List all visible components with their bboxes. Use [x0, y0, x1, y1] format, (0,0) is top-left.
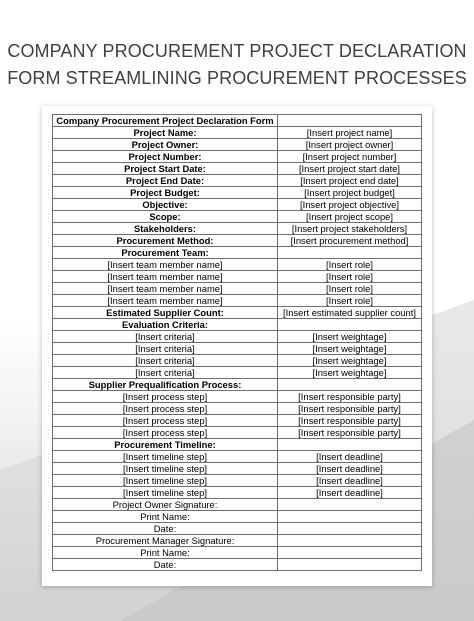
- form-header-empty-cell[interactable]: [278, 115, 422, 127]
- spreadsheet-sheet: [42, 106, 432, 586]
- form-value-cell[interactable]: [Insert role]: [278, 271, 422, 283]
- form-label-cell[interactable]: [Insert team member name]: [53, 283, 278, 295]
- form-label-cell[interactable]: Procurement Team:: [53, 247, 278, 259]
- form-label-cell[interactable]: [Insert criteria]: [53, 367, 278, 379]
- form-value-cell[interactable]: [Insert responsible party]: [278, 427, 422, 439]
- form-value-cell[interactable]: [Insert role]: [278, 259, 422, 271]
- form-label-cell[interactable]: Date:: [53, 559, 278, 571]
- form-value-cell[interactable]: [278, 247, 422, 259]
- form-value-cell[interactable]: [Insert responsible party]: [278, 403, 422, 415]
- form-row: [53, 463, 422, 475]
- form-value-cell[interactable]: [Insert responsible party]: [278, 391, 422, 403]
- form-row: [53, 379, 422, 391]
- form-value-cell[interactable]: [278, 523, 422, 535]
- form-label-cell[interactable]: Date:: [53, 523, 278, 535]
- page-title-line-1: COMPANY PROCUREMENT PROJECT DECLARATION: [7, 41, 467, 61]
- form-label-cell[interactable]: Project Owner:: [53, 139, 278, 151]
- form-value-cell[interactable]: [Insert procurement method]: [278, 235, 422, 247]
- form-label-cell[interactable]: [Insert criteria]: [53, 355, 278, 367]
- form-row: [53, 367, 422, 379]
- form-label-cell[interactable]: [Insert team member name]: [53, 271, 278, 283]
- form-value-cell[interactable]: [Insert project start date]: [278, 163, 422, 175]
- form-row: [53, 415, 422, 427]
- form-value-cell[interactable]: [Insert deadline]: [278, 451, 422, 463]
- form-header-cell[interactable]: Company Procurement Project Declaration Form: [53, 115, 278, 127]
- form-row: [53, 259, 422, 271]
- form-row: [53, 127, 422, 139]
- form-row: [53, 319, 422, 331]
- form-row: [53, 307, 422, 319]
- form-label-cell[interactable]: [Insert timeline step]: [53, 475, 278, 487]
- form-row: [53, 439, 422, 451]
- form-value-cell[interactable]: [Insert project name]: [278, 127, 422, 139]
- form-label-cell[interactable]: [Insert criteria]: [53, 331, 278, 343]
- form-row: [53, 499, 422, 511]
- form-value-cell[interactable]: [Insert responsible party]: [278, 415, 422, 427]
- form-label-cell[interactable]: [Insert team member name]: [53, 259, 278, 271]
- form-row: [53, 175, 422, 187]
- form-row: [53, 211, 422, 223]
- form-value-cell[interactable]: [Insert weightage]: [278, 331, 422, 343]
- form-label-cell[interactable]: Scope:: [53, 211, 278, 223]
- form-row: [53, 511, 422, 523]
- form-value-cell[interactable]: [278, 559, 422, 571]
- declaration-form-table: [52, 114, 422, 571]
- form-label-cell[interactable]: Stakeholders:: [53, 223, 278, 235]
- form-row: [53, 151, 422, 163]
- form-value-cell[interactable]: [Insert role]: [278, 295, 422, 307]
- form-value-cell[interactable]: [Insert project owner]: [278, 139, 422, 151]
- form-value-cell[interactable]: [Insert weightage]: [278, 343, 422, 355]
- form-row: [53, 271, 422, 283]
- form-row: [53, 235, 422, 247]
- form-row: [53, 475, 422, 487]
- form-label-cell[interactable]: Project Number:: [53, 151, 278, 163]
- form-row: [53, 139, 422, 151]
- form-value-cell[interactable]: [Insert project stakeholders]: [278, 223, 422, 235]
- form-label-cell[interactable]: [Insert process step]: [53, 403, 278, 415]
- form-value-cell[interactable]: [Insert project end date]: [278, 175, 422, 187]
- page-title: [0, 38, 474, 92]
- form-value-cell[interactable]: [278, 535, 422, 547]
- form-label-cell[interactable]: Print Name:: [53, 511, 278, 523]
- form-label-cell[interactable]: Project Name:: [53, 127, 278, 139]
- form-value-cell[interactable]: [Insert project scope]: [278, 211, 422, 223]
- form-row: [53, 163, 422, 175]
- form-row: [53, 427, 422, 439]
- form-row: [53, 547, 422, 559]
- form-label-cell[interactable]: Project Start Date:: [53, 163, 278, 175]
- form-value-cell[interactable]: [278, 511, 422, 523]
- form-value-cell[interactable]: [278, 319, 422, 331]
- form-label-cell[interactable]: Supplier Prequalification Process:: [53, 379, 278, 391]
- form-value-cell[interactable]: [Insert weightage]: [278, 355, 422, 367]
- form-value-cell[interactable]: [Insert deadline]: [278, 463, 422, 475]
- form-value-cell[interactable]: [Insert project number]: [278, 151, 422, 163]
- form-row: [53, 535, 422, 547]
- form-label-cell[interactable]: Objective:: [53, 199, 278, 211]
- form-label-cell[interactable]: Procurement Timeline:: [53, 439, 278, 451]
- form-value-cell[interactable]: [278, 499, 422, 511]
- form-label-cell[interactable]: Procurement Manager Signature:: [53, 535, 278, 547]
- form-row: [53, 283, 422, 295]
- form-row: [53, 355, 422, 367]
- form-value-cell[interactable]: [278, 439, 422, 451]
- form-value-cell[interactable]: [278, 547, 422, 559]
- form-label-cell[interactable]: Procurement Method:: [53, 235, 278, 247]
- form-row: [53, 295, 422, 307]
- form-label-cell[interactable]: [Insert timeline step]: [53, 463, 278, 475]
- form-row: [53, 523, 422, 535]
- form-label-cell[interactable]: [Insert process step]: [53, 391, 278, 403]
- form-label-cell[interactable]: [Insert process step]: [53, 415, 278, 427]
- form-label-cell[interactable]: Print Name:: [53, 547, 278, 559]
- form-label-cell[interactable]: Project End Date:: [53, 175, 278, 187]
- form-label-cell[interactable]: [Insert criteria]: [53, 343, 278, 355]
- form-value-cell[interactable]: [278, 379, 422, 391]
- form-row: [53, 223, 422, 235]
- form-label-cell[interactable]: [Insert team member name]: [53, 295, 278, 307]
- form-label-cell[interactable]: [Insert timeline step]: [53, 487, 278, 499]
- form-row: [53, 391, 422, 403]
- form-label-cell[interactable]: [Insert process step]: [53, 427, 278, 439]
- form-row: [53, 559, 422, 571]
- form-label-cell[interactable]: Estimated Supplier Count:: [53, 307, 278, 319]
- form-value-cell[interactable]: [Insert estimated supplier count]: [278, 307, 422, 319]
- page-title-line-2: FORM STREAMLINING PROCUREMENT PROCESSES: [7, 68, 467, 88]
- form-row: [53, 187, 422, 199]
- form-label-cell[interactable]: Project Owner Signature:: [53, 499, 278, 511]
- form-label-cell[interactable]: [Insert timeline step]: [53, 451, 278, 463]
- form-header-row: [53, 115, 422, 127]
- form-row: [53, 343, 422, 355]
- form-row: [53, 487, 422, 499]
- form-value-cell[interactable]: [Insert project budget]: [278, 187, 422, 199]
- form-value-cell[interactable]: [Insert role]: [278, 283, 422, 295]
- form-value-cell[interactable]: [Insert weightage]: [278, 367, 422, 379]
- form-value-cell[interactable]: [Insert deadline]: [278, 487, 422, 499]
- form-row: [53, 331, 422, 343]
- form-label-cell[interactable]: Evaluation Criteria:: [53, 319, 278, 331]
- form-row: [53, 199, 422, 211]
- form-value-cell[interactable]: [Insert deadline]: [278, 475, 422, 487]
- form-row: [53, 451, 422, 463]
- form-row: [53, 247, 422, 259]
- form-value-cell[interactable]: [Insert project objective]: [278, 199, 422, 211]
- form-row: [53, 403, 422, 415]
- form-label-cell[interactable]: Project Budget:: [53, 187, 278, 199]
